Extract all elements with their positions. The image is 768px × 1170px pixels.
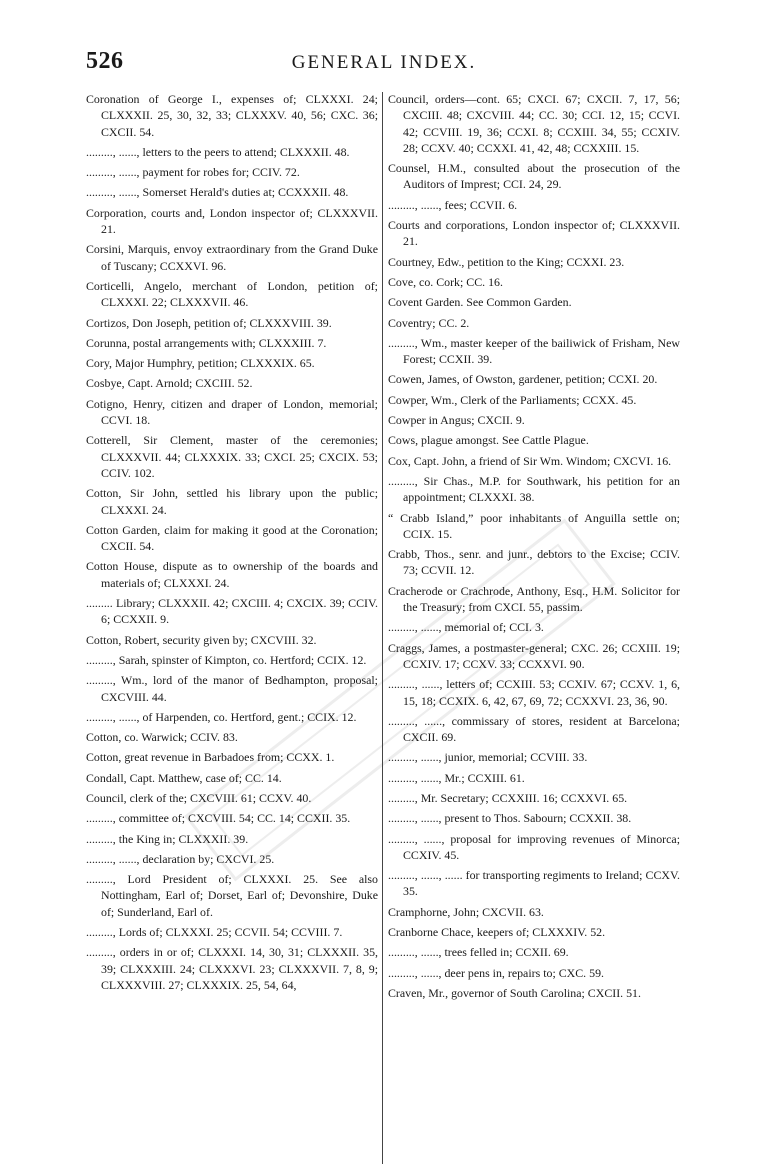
index-entry: Crabb, Thos., senr. and junr., debtors to the Excise; CCIV. 73; CCVII. 12. [388, 547, 680, 578]
index-entry: Corunna, postal arrangements with; CLXXXIII. 7. [86, 335, 327, 350]
index-entry: Cotton, Robert, security given by; CXCVIII. 32. [86, 632, 317, 647]
index-entry: ........., ......, payment for robes for; CCIV. 72. [86, 165, 300, 180]
index-entry: ........., ......, proposal for improving revenues of Minorca; CCXIV. 45. [388, 831, 680, 862]
index-entry: ........., ......, ...... for transporting regiments to Ireland; CCXV. 35. [388, 868, 680, 899]
index-entry: ......... Library; CLXXXII. 42; CXCIII. 4; CXCIX. 39; CCIV. 6; CCXXII. 9. [86, 596, 378, 627]
index-entry: ........., ......, memorial of; CCI. 3. [388, 620, 544, 635]
index-entry: Cowper in Angus; CXCII. 9. [388, 413, 525, 428]
index-entry: ........., ......, deer pens in, repairs to; CXC. 59. [388, 965, 604, 980]
index-entry: ........., ......, Mr.; CCXIII. 61. [388, 770, 525, 785]
index-entry: “ Crabb Island,” poor inhabitants of Anguilla settle on; CCIX. 15. [388, 510, 680, 541]
index-entry: Coventry; CC. 2. [388, 315, 470, 330]
index-entry: Condall, Capt. Matthew, case of; CC. 14. [86, 770, 282, 785]
index-entry: ........., the King in; CLXXXII. 39. [86, 831, 249, 846]
index-entry: ........., committee of; CXCVIII. 54; CC. 14; CCXII. 35. [86, 811, 351, 826]
index-entry: Cracherode or Crachrode, Anthony, Esq., H.M. Solicitor for the Treasury; from CXCI. 55, passim. [388, 583, 680, 615]
index-entry: ........., Lords of; CLXXXI. 25; CCVII. 54; CCVIII. 7. [86, 925, 343, 940]
index-entry: Cox, Capt. John, a friend of Sir Wm. Windom; CXCVI. 16. [388, 453, 672, 468]
index-entry: Corsini, Marquis, envoy extraordinary from the Grand Duke of Tuscany; CCXXVI. 96. [86, 242, 378, 273]
index-entry: Corticelli, Angelo, merchant of London, petition of; CLXXXI. 22; CLXXXVII. 46. [86, 278, 378, 310]
index-entry: Council, orders—cont. 65; CXCI. 67; CXCII. 7, 17, 56; CXCIII. 48; CXCVIII. 44; CC. 30; CCI. 12, 15; CCVI. 42; CCVIII. 19, 36; CCXI. 8; CCXIII. 34, 55; CCXIV. 28; CCXV. 40; CCXXI. 41, 42, 48; CCXXIII. 15. [388, 92, 680, 155]
index-entry: ........., orders in or of; CLXXXI. 14, 30, 31; CLXXXII. 35, 39; CLXXXIII. 24; CLXXXVI. 23; CLXXXVII. 7, 8, 9; CLXXXVIII. 27; CLXXXIX. 25, 54, 64, [86, 945, 378, 992]
index-entry: ........., ......, Somerset Herald's duties at; CCXXXII. 48. [86, 185, 349, 200]
index-entry: ........., ......, trees felled in; CCXII. 69. [388, 945, 569, 960]
index-entry: Cortizos, Don Joseph, petition of; CLXXXVIII. 39. [86, 315, 332, 330]
index-entry: ........., ......, letters of; CCXIII. 53; CCXIV. 67; CCXV. 1, 6, 15, 18; CCXIX. 6, 42, 67, 69, 72; CCXXVI. 23, 36, 90. [388, 677, 680, 708]
index-entry: Cranborne Chace, keepers of; CLXXXIV. 52. [388, 925, 606, 940]
index-entry: Craven, Mr., governor of South Carolina; CXCII. 51. [388, 985, 641, 1000]
column-divider [382, 92, 383, 1164]
index-entry: Cows, plague amongst. See Cattle Plague. [388, 433, 589, 448]
index-entry: Corporation, courts and, London inspector of; CLXXXVII. 21. [86, 205, 378, 237]
index-entry: Courtney, Edw., petition to the King; CCXXI. 23. [388, 254, 625, 269]
index-entry: Cory, Major Humphry, petition; CLXXXIX. 65. [86, 356, 315, 371]
page-header [86, 48, 682, 82]
index-entry: Covent Garden. See Common Garden. [388, 295, 572, 310]
index-entry: ........., ......, commissary of stores, resident at Barcelona; CXCII. 69. [388, 713, 680, 745]
running-title: GENERAL INDEX. [291, 52, 477, 73]
left-index-column [86, 91, 378, 997]
index-entry: Cowen, James, of Owston, gardener, petition; CCXI. 20. [388, 372, 658, 387]
index-entry: ........., ......, letters to the peers to attend; CLXXXII. 48. [86, 144, 350, 159]
index-entry: ........., Wm., lord of the manor of Bedhampton, proposal; CXCVIII. 44. [86, 673, 378, 704]
index-entry: ........., ......, present to Thos. Sabourn; CCXXII. 38. [388, 811, 632, 826]
index-entry: Cotton, Sir John, settled his library upon the public; CLXXXI. 24. [86, 486, 378, 517]
index-entry: Cotton, great revenue in Barbadoes from; CCXX. 1. [86, 750, 335, 765]
index-entry: ........., Sarah, spinster of Kimpton, co. Hertford; CCIX. 12. [86, 652, 367, 667]
index-entry: Counsel, H.M., consulted about the prosecution of the Auditors of Imprest; CCI. 24, 29. [388, 161, 680, 192]
index-entry: ........., Sir Chas., M.P. for Southwark, his petition for an appointment; CLXXXI. 38. [388, 473, 680, 505]
index-entry: ........., ......, junior, memorial; CCVIII. 33. [388, 750, 588, 765]
index-entry: ........., ......, fees; CCVII. 6. [388, 197, 518, 212]
index-entry: Cotton House, dispute as to ownership of the boards and materials of; CLXXXI. 24. [86, 559, 378, 590]
index-entry: Cosbye, Capt. Arnold; CXCIII. 52. [86, 376, 253, 391]
index-entry: Cotton Garden, claim for making it good at the Coronation; CXCII. 54. [86, 522, 378, 554]
index-entry: ........., ......, declaration by; CXCVI. 25. [86, 851, 275, 866]
right-index-column [388, 91, 680, 1005]
index-entry: Cotterell, Sir Clement, master of the ceremonies; CLXXXVII. 44; CLXXXIX. 33; CXCI. 25; CXCIX. 53; CCIV. 102. [86, 433, 378, 480]
index-entry: ........., Mr. Secretary; CCXXIII. 16; CCXXVI. 65. [388, 790, 628, 805]
index-entry: ........., Lord President of; CLXXXI. 25. See also Nottingham, Earl of; Dorset, Earl of; Devonshire, Duke of; Sunderland, Earl of. [86, 872, 378, 919]
index-entry: Cotton, co. Warwick; CCIV. 83. [86, 730, 238, 745]
index-entry: ........., ......, of Harpenden, co. Hertford, gent.; CCIX. 12. [86, 709, 357, 724]
index-entry: Council, clerk of the; CXCVIII. 61; CCXV. 40. [86, 790, 312, 805]
page-number: 526 [86, 48, 124, 74]
index-entry: ........., Wm., master keeper of the bailiwick of Frisham, New Forest; CCXII. 39. [388, 335, 680, 367]
index-entry: Coronation of George I., expenses of; CLXXXI. 24; CLXXXII. 25, 30, 32, 33; CLXXXV. 40, 56; CXC. 36; CXCII. 54. [86, 92, 378, 139]
index-entry: Craggs, James, a postmaster-general; CXC. 26; CCXIII. 19; CCXIV. 17; CCXV. 33; CCXXVI. 90. [388, 640, 680, 671]
index-entry: Cove, co. Cork; CC. 16. [388, 274, 503, 289]
index-entry: Cowper, Wm., Clerk of the Parliaments; CCXX. 45. [388, 392, 637, 407]
index-entry: Cramphorne, John; CXCVII. 63. [388, 904, 544, 919]
index-entry: Courts and corporations, London inspector of; CLXXXVII. 21. [388, 218, 680, 249]
index-entry: Cotigno, Henry, citizen and draper of London, memorial; CCVI. 18. [86, 396, 378, 428]
